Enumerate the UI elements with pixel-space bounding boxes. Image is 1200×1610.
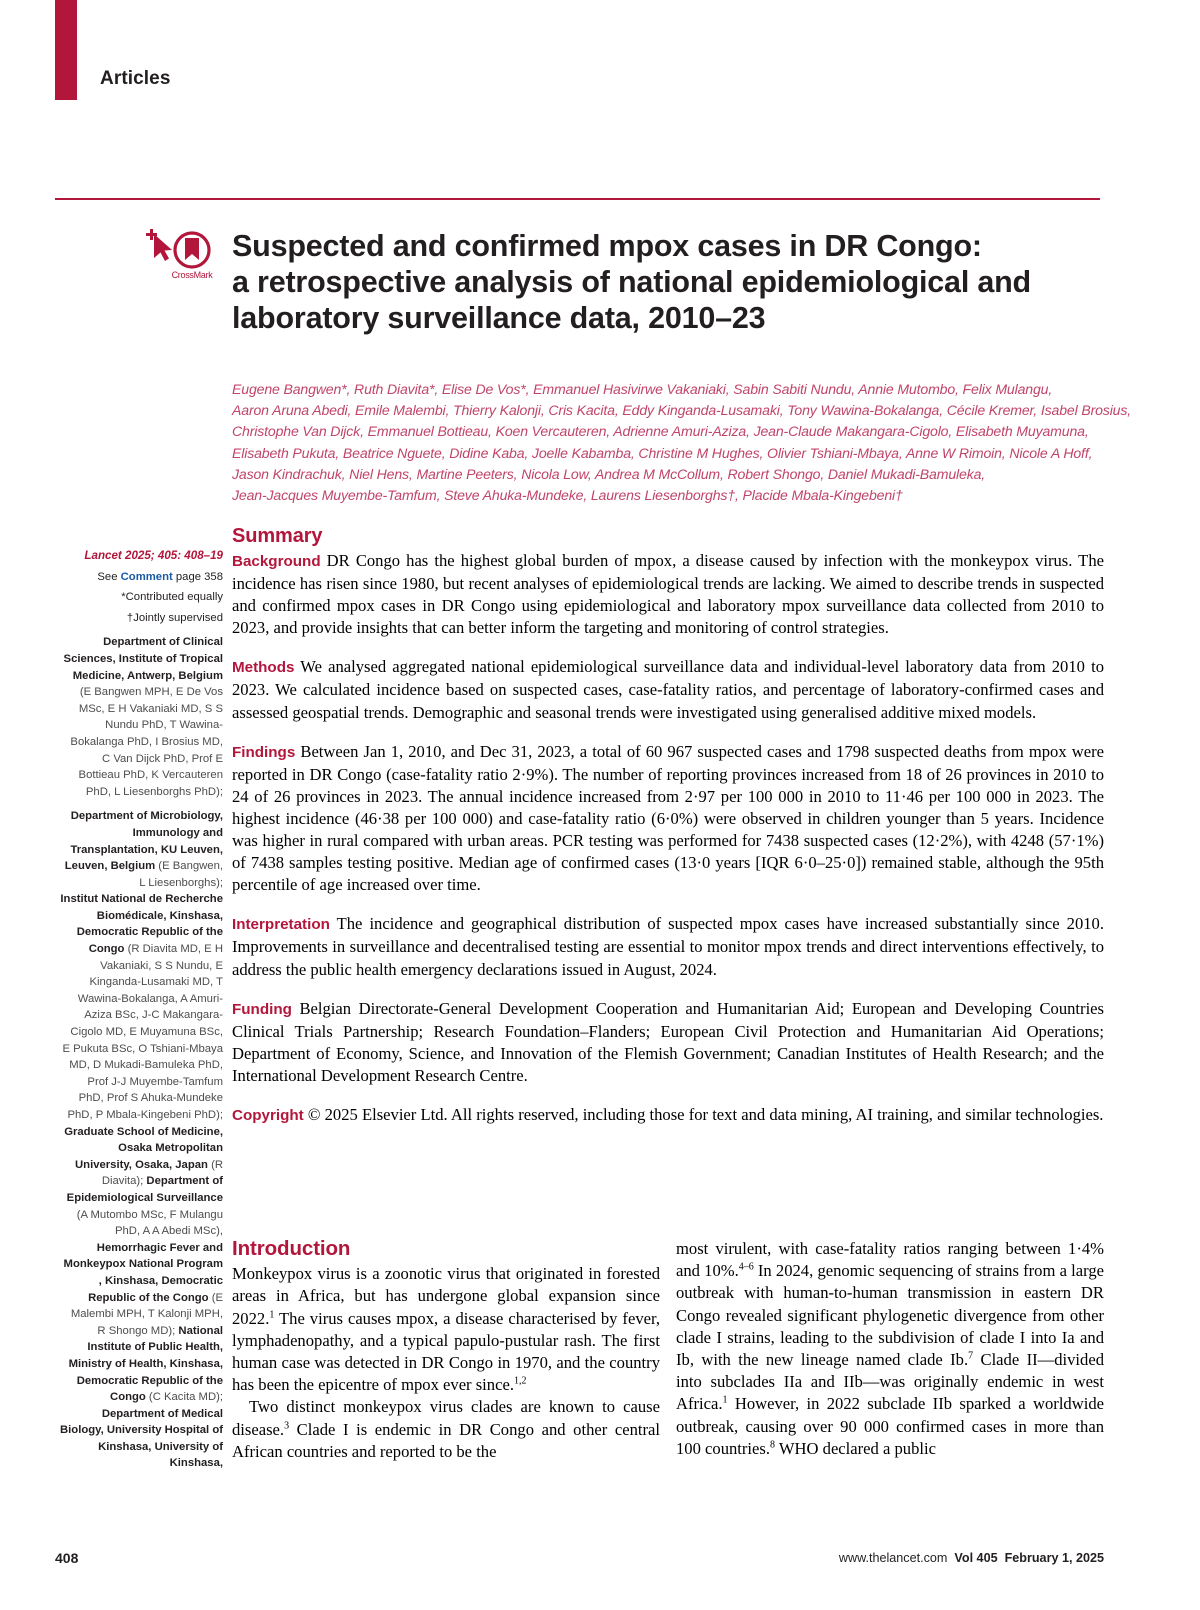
- background-text: DR Congo has the highest global burden of mpox, a disease caused by infection with the monkeypox virus. The incidence has risen since 1980, but recent analyses of epidemiological trends are lacking. We aimed to describe trends in suspected and confirmed mpox cases in DR Congo using epidemiological and laboratory mpox surveillance data collected from 2010 to 2023, and provide insights that can better inform the targeting and monitoring of control strategies.: [232, 551, 1104, 638]
- title-line-1: Suspected and confirmed mpox cases in DR Congo:: [232, 229, 982, 263]
- summary-findings: [232, 741, 1104, 897]
- affiliation-authors: (R Diavita);: [101, 1158, 223, 1188]
- affiliation-institution: Graduate School of Medicine, Osaka Metropolitan University, Osaka, Japan: [64, 1125, 223, 1171]
- summary-heading: Summary: [232, 525, 323, 547]
- intro-r-b: In 2024, genomic sequencing of strains from a large outbreak with human-to-human transmission in eastern DR Congo revealed significant phylogenetic divergence from other clade I strains, leading to the subdivision of clade I into Ia and Ib, with the new lineage named clade Ib.: [676, 1261, 1104, 1370]
- introduction-column-left: [232, 1238, 660, 1463]
- affiliation-authors: (E Malembi MPH, T Kalonji MPH, R Shongo MD);: [70, 1291, 223, 1337]
- affiliation-item: [60, 808, 223, 891]
- affiliation-authors: (E Bangwen MPH, E De Vos MSc, E H Vakaniaki MD, S S Nundu PhD, T Wawina-Bokalanga PhD, I Brosius MD, C Van Dijck PhD, Prof E Bottieau PhD, K Vercauteren PhD, L Liesenborghs PhD);: [70, 686, 223, 798]
- footnote-jointly-supervised: †Jointly supervised: [126, 611, 223, 624]
- journal-citation: Lancet 2025; 405: 408–19: [84, 549, 223, 562]
- citation-ref[interactable]: 1: [722, 1394, 728, 1406]
- funding-label: Funding: [232, 1000, 292, 1018]
- crossmark-icon: [140, 228, 232, 290]
- intro-r-c: Clade II—divided into subclades IIa and IIb—was originally endemic in west Africa.: [676, 1350, 1104, 1414]
- interpretation-text: The incidence and geographical distribution of suspected mpox cases have increased substantially since 2010. Improvements in surveillance and decentralised testing are essential to monitor mpox trends and direct interventions effectively, to address the public health emergency declarations issued in August, 2024.: [232, 914, 1104, 979]
- running-head: Articles: [100, 68, 171, 89]
- intro-p1-a: Monkeypox virus is a zoonotic virus that originated in forested areas in Africa, but has undergone global expansion since 2022.: [232, 1264, 660, 1328]
- funding-text: Belgian Directorate-General Development Cooperation and Humanitarian Aid; European and Developing Countries Clinical Trials Partnership; Research Foundation–Flanders; European Civil Protection and Humanitarian Aid Operations; Department of Economy, Science, and Innovation of the Flemish Government; Canadian Institutes of Health Research; and the International Development Research Centre.: [232, 998, 1104, 1085]
- affiliation-item: [60, 1408, 223, 1470]
- affiliation-item: [64, 1242, 223, 1337]
- intro-p2-a: Two distinct monkeypox virus clades are known to cause disease.: [232, 1397, 660, 1439]
- page-title: [232, 228, 1062, 336]
- footer-meta: [839, 1551, 1104, 1565]
- introduction-paragraph-1: [232, 1263, 660, 1396]
- author-line: Aaron Aruna Abedi, Emile Malembi, Thierry Kalonji, Cris Kacita, Eddy Kinganda-Lusamaki, Tony Wawina-Bokalanga, Cécile Kremer, Isabel Brosius,: [232, 402, 1132, 419]
- summary-section: [232, 525, 1104, 1144]
- see-comment-note: [60, 569, 223, 586]
- citation-ref[interactable]: 7: [968, 1350, 974, 1362]
- summary-interpretation: [232, 913, 1104, 980]
- findings-label: Findings: [232, 743, 296, 761]
- citation-ref[interactable]: 3: [284, 1420, 290, 1432]
- author-line: Eugene Bangwen*, Ruth Diavita*, Elise De Vos*, Emmanuel Hasivirwe Vakaniaki, Sabin Sabiti Nundu, Annie Mutombo, Felix Mulangu,: [232, 381, 1053, 397]
- affiliation-institution: Department of Medical Biology, University Hospital of Kinshasa, University of Kinshasa,: [60, 1407, 223, 1470]
- affiliation-institution: Department of Epidemiological Surveillance: [66, 1175, 223, 1204]
- summary-funding: [232, 998, 1104, 1087]
- crossmark-badge[interactable]: [140, 228, 232, 290]
- citation-ref[interactable]: 8: [770, 1439, 776, 1451]
- header-divider-rule: [55, 198, 1100, 200]
- methods-text: We analysed aggregated national epidemiological surveillance data and individual-level laboratory data from 2010 to 2023. We calculated incidence based on suspected cases, case-fatality ratios, and percentage of laboratory-confirmed cases and assessed geospatial trends. Demographic and seasonal trends were investigated using generalised additive mixed models.: [232, 657, 1104, 722]
- affiliation-institution: Department of Microbiology, Immunology and Transplantation, KU Leuven, Leuven, Belgium: [64, 810, 223, 873]
- affiliation-institution: Department of Clinical Sciences, Institute of Tropical Medicine, Antwerp, Belgium: [63, 636, 223, 682]
- summary-copyright: [232, 1104, 1104, 1127]
- introduction-paragraph-continued: [676, 1238, 1104, 1460]
- affiliation-authors: (A Mutombo MSc, F Mulangu PhD, A A Abedi MSc),: [76, 1208, 223, 1238]
- svg-text:CrossMark: CrossMark: [171, 270, 213, 280]
- citation-ref[interactable]: 1,2: [513, 1375, 527, 1387]
- affiliation-institution: National Institute of Public Health, Ministry of Health, Kinshasa, Democratic Republic of the Congo: [68, 1324, 223, 1404]
- affiliation-authors: (R Diavita MD, E H Vakaniaki, S S Nundu, E Kinganda-Lusamaki MD, T Wawina-Bokalanga, A Amuri-Aziza BSc, J-C Makangara-Cigolo MD, E Muyamuna BSc, E Pukuta BSc, O Tshiani-Mbaya MD, D Mukadi-Bamuleka PhD, Prof J-J Muyembe-Tamfum PhD, Prof S Ahuka-Mundeke PhD, P Mbala-Kingebeni PhD);: [62, 943, 223, 1121]
- copyright-text: © 2025 Elsevier Ltd. All rights reserved, including those for text and data mining, AI training, and similar technologies.: [303, 1104, 1104, 1124]
- page-number: 408: [55, 1550, 79, 1566]
- intro-p2-b: Clade I is endemic in DR Congo and other central African countries and reported to be the: [232, 1419, 660, 1461]
- methods-label: Methods: [232, 659, 295, 677]
- journal-website[interactable]: www.thelancet.com: [838, 1551, 948, 1565]
- affiliation-authors: (E Bangwen, L Liesenborghs);: [139, 860, 223, 889]
- affiliation-item: [67, 1175, 223, 1237]
- intro-p1-b: The virus causes mpox, a disease characterised by fever, lymphadenopathy, and a typical papulo-pustular rash. The first human case was detected in DR Congo in 1970, and the country has been the epicentre of mpox ever since.: [232, 1308, 660, 1395]
- interpretation-label: Interpretation: [232, 916, 330, 934]
- intro-r-d: However, in 2022 subclade IIb sparked a worldwide outbreak, causing over 90 000 confirmed cases in more than 100 countries.: [676, 1394, 1104, 1458]
- see-comment-pre: See: [97, 570, 121, 583]
- author-list: [232, 379, 1132, 506]
- intro-r-a: most virulent, with case-fatality ratios ranging between 1·4% and 10%.: [676, 1239, 1104, 1281]
- author-line: Jason Kindrachuk, Niel Hens, Martine Peeters, Nicola Low, Andrea M McCollum, Robert Shongo, Daniel Mukadi-Bamuleka,: [232, 465, 986, 482]
- affiliation-authors: (C Kacita MD);: [145, 1391, 223, 1404]
- background-label: Background: [232, 553, 321, 570]
- journal-date: February 1, 2025: [1004, 1551, 1104, 1565]
- citation-ref[interactable]: 4–6: [738, 1261, 754, 1273]
- footnote-contributed-equally: *Contributed equally: [121, 591, 223, 604]
- summary-background: [232, 550, 1104, 639]
- title-line-2: a retrospective analysis of national epidemiological and: [232, 265, 1031, 299]
- findings-text: Between Jan 1, 2010, and Dec 31, 2023, a total of 60 967 suspected cases and 1798 suspected deaths from mpox were reported in DR Congo (case-fatality ratio 2·9%). The number of reporting provinces increased from 18 of 26 provinces in 2010 to 24 of 26 provinces in 2023. The annual incidence increased from 2·97 per 100 000 in 2010 to 11·46 per 100 000 in 2023. The highest incidence (46·38 per 100 000) and case-fatality ratio (6·0%) were observed in children younger than 5 years. Incidence was higher in rural compared with urban areas. PCR testing was performed for 7438 suspected cases (12·2%), with 4248 (57·1%) of 7438 samples testing positive. Median age of confirmed cases (13·0 years [IQR 6·0–25·0]) remained stable, although the 95th percentile of age increased over time.: [232, 741, 1104, 895]
- title-line-3: laboratory surveillance data, 2010–23: [232, 301, 766, 335]
- copyright-label: Copyright: [232, 1106, 304, 1124]
- affiliation-institution: Hemorrhagic Fever and Monkeypox National Program , Kinshasa, Democratic Republic of the Congo: [63, 1241, 223, 1304]
- journal-volume: Vol 405: [954, 1551, 998, 1565]
- page-color-tab: [55, 0, 77, 100]
- comment-link[interactable]: Comment: [120, 570, 173, 583]
- affiliation-item: [60, 634, 223, 800]
- introduction-heading: Introduction: [232, 1237, 351, 1260]
- author-line: Christophe Van Dijck, Emmanuel Bottieau, Koen Vercauteren, Adrienne Amuri-Aziza, Jean-Claude Makangara-Cigolo, Elisabeth Muyamuna,: [232, 423, 1089, 440]
- summary-methods: [232, 656, 1104, 723]
- author-line: Jean-Jacques Muyembe-Tamfum, Steve Ahuka-Mundeke, Laurens Liesenborghs†, Placide Mbala-Kingebeni†: [232, 487, 903, 504]
- affiliation-institution: Institut National de Recherche Biomédicale, Kinshasa, Democratic Republic of the Congo: [60, 893, 223, 956]
- intro-r-e: WHO declared a public: [775, 1438, 936, 1458]
- margin-notes-column: [60, 548, 223, 1472]
- author-line: Elisabeth Pukuta, Beatrice Nguete, Didine Kaba, Joelle Kabamba, Christine M Hughes, Olivier Tshiani-Mbaya, Anne W Rimoin, Nicole A Hoff,: [232, 444, 1093, 461]
- citation-ref[interactable]: 1: [269, 1309, 275, 1321]
- affiliation-item: [60, 893, 223, 1121]
- introduction-paragraph-2: [232, 1396, 660, 1463]
- see-comment-post: page 358: [172, 570, 223, 583]
- introduction-column-right: [676, 1238, 1104, 1460]
